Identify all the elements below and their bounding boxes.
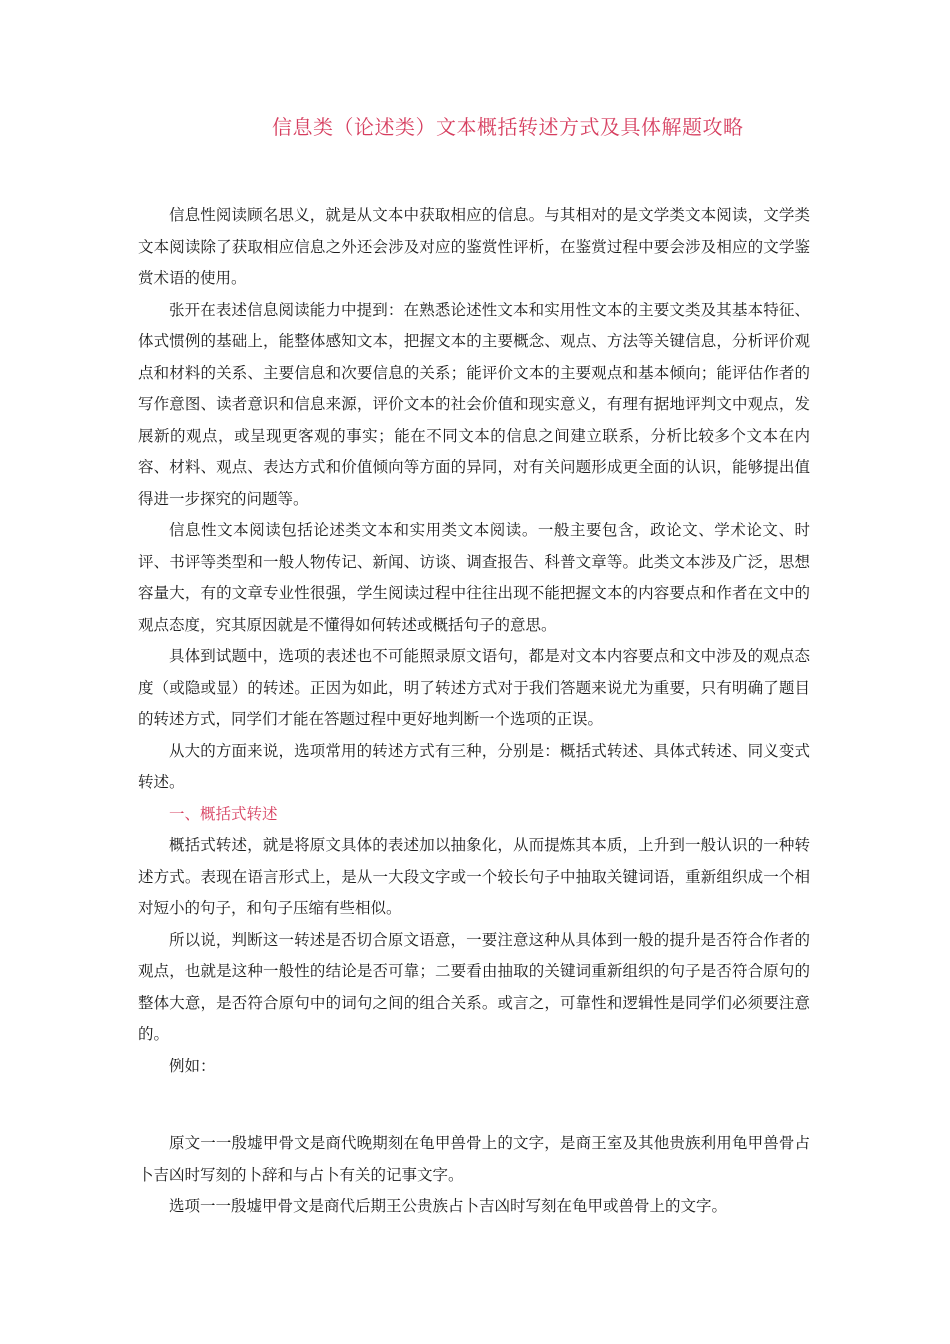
paragraph: 张开在表述信息阅读能力中提到：在熟悉论述性文本和实用性文本的主要文类及其基本特征、体式惯例的基础上，能整体感知文本，把握文本的主要概念、观点、方法等关键信息，分析评价观点和材料的关系、主要信息和次要信息的关系；能评价文本的主要观点和基本倾向；能评估作者的写作意图、读者意识和信息来源，评价文本的社会价值和现实意义，有理有据地评判文中观点，发展新的观点，或呈现更客观的事实；能在不同文本的信息之间建立联系，分析比较多个文本在内容、材料、观点、表达方式和价值倾向等方面的异同，对有关问题形成更全面的认识，能够提出值得进一步探究的问题等。: [138, 300, 810, 508]
document-body: [138, 200, 810, 1223]
paragraph: 从大的方面来说，选项常用的转述方式有三种，分别是：概括式转述、具体式转述、同义变式转述。: [138, 741, 810, 791]
paragraph: 所以说，判断这一转述是否切合原文语意，一要注意这种从具体到一般的提升是否符合作者的观点，也就是这种一般性的结论是否可靠；二要看由抽取的关键词重新组织的句子是否符合原句的整体大意，是否符合原句中的词句之间的组合关系。或言之，可靠性和逻辑性是同学们必须要注意的。: [138, 930, 810, 1043]
blank-gap: [138, 1082, 810, 1128]
section-heading: 一、概括式转述: [169, 804, 278, 823]
paragraph: 具体到试题中，选项的表述也不可能照录原文语句，都是对文本内容要点和文中涉及的观点态度（或隐或显）的转述。正因为如此，明了转述方式对于我们答题来说尤为重要，只有明确了题目的转述方式，同学们才能在答题过程中更好地判断一个选项的正误。: [138, 647, 810, 728]
paragraph: 信息性阅读顾名思义，就是从文本中获取相应的信息。与其相对的是文学类文本阅读，文学类文本阅读除了获取相应信息之外还会涉及对应的鉴赏性评析，在鉴赏过程中要会涉及相应的文学鉴赏术语的使用。: [138, 206, 810, 287]
paragraph: 信息性文本阅读包括论述类文本和实用类文本阅读。一般主要包含，政论文、学术论文、时评、书评等类型和一般人物传记、新闻、访谈、调查报告、科普文章等。此类文本涉及广泛，思想容量大，有的文章专业性很强，学生阅读过程中往往出现不能把握文本的内容要点和作者在文中的观点态度，究其原因就是不懂得如何转述或概括句子的意思。: [138, 521, 810, 634]
example-original: 原文一一殷墟甲骨文是商代晚期刻在龟甲兽骨上的文字，是商王室及其他贵族利用龟甲兽骨占卜吉凶时写刻的卜辞和与占卜有关的记事文字。: [138, 1134, 810, 1184]
example-intro: 例如：: [169, 1056, 216, 1075]
document-title: 信息类（论述类）文本概括转述方式及具体解题攻略: [272, 115, 744, 139]
example-option: 选项一一殷墟甲骨文是商代后期王公贵族占卜吉凶时写刻在龟甲或兽骨上的文字。: [169, 1197, 728, 1215]
paragraph: 概括式转述，就是将原文具体的表述加以抽象化，从而提炼其本质，上升到一般认识的一种转述方式。表现在语言形式上，是从一大段文字或一个较长句子中抽取关键词语，重新组织成一个相对短小的句子，和句子压缩有些相似。: [138, 836, 810, 917]
